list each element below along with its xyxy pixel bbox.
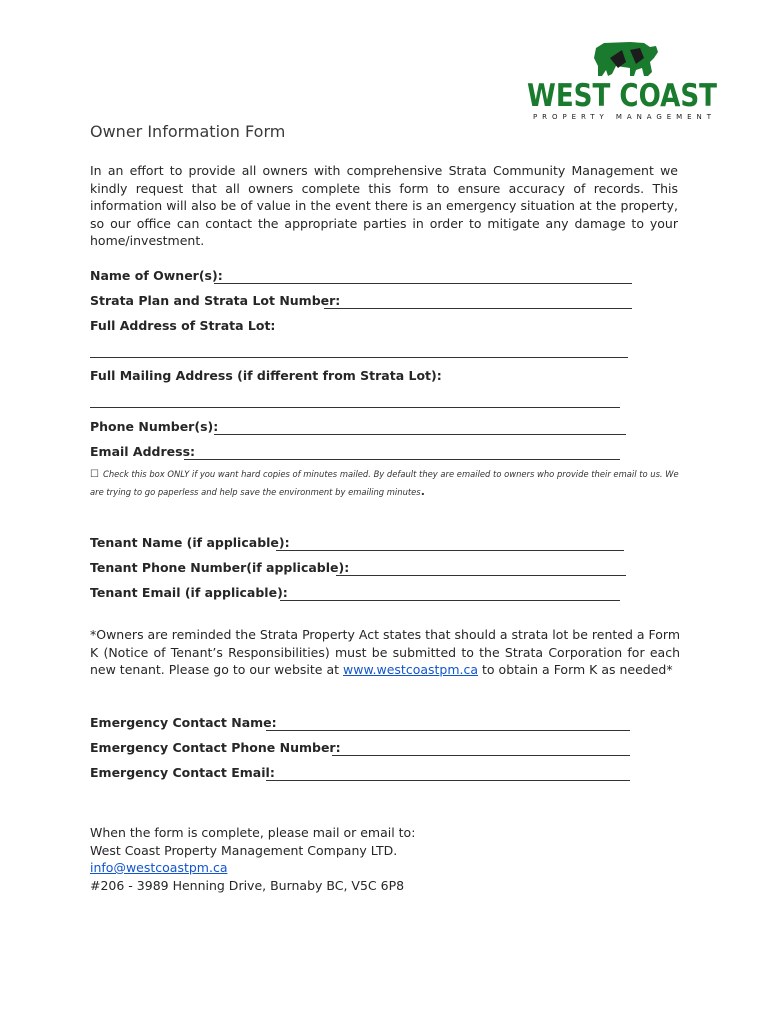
mailing-address: #206 - 3989 Henning Drive, Burnaby BC, V5C 6P8 xyxy=(90,877,405,893)
closing-instruction: When the form is complete, please mail or email to: xyxy=(90,825,416,840)
form-title: Owner Information Form xyxy=(90,122,286,141)
tenant-email-label: Tenant Email (if applicable): xyxy=(90,585,288,600)
form-k-reminder xyxy=(90,626,680,679)
website-link[interactable]: www.westcoastpm.ca xyxy=(343,662,479,677)
logo-tagline: PROPERTY MANAGEMENT xyxy=(533,113,711,121)
intro-paragraph: In an effort to provide all owners with comprehensive Strata Community Management we kindly request that all owners complete this form to ensure accuracy of records. This information will also be of value in the event there is an emergency situation at the property, so our office can contact the appropriate parties in order to mitigate any damage to your home/investment. xyxy=(90,163,678,249)
tenant-phone-label: Tenant Phone Number(if applicable): xyxy=(90,560,350,575)
address-line[interactable] xyxy=(90,357,628,358)
emergency-phone-label: Emergency Contact Phone Number: xyxy=(90,740,341,755)
reminder-text-after: to obtain a Form K as needed* xyxy=(478,662,673,677)
closing-block xyxy=(90,824,415,894)
emergency-phone-line[interactable] xyxy=(332,755,630,756)
emergency-name-label: Emergency Contact Name: xyxy=(90,715,277,730)
tenant-name-line[interactable] xyxy=(276,550,624,551)
emergency-name-line[interactable] xyxy=(266,730,630,731)
tenant-name-label: Tenant Name (if applicable): xyxy=(90,535,290,550)
checkbox-note-text: Check this box ONLY if you want hard copies of minutes mailed. By default they are emailed to owners who provide their email to us. We are trying to go paperless and help save the environment by emailing minutes xyxy=(90,469,679,497)
mailing-address-line[interactable] xyxy=(90,407,620,408)
mailing-address-label: Full Mailing Address (if different from Strata Lot): xyxy=(90,368,442,383)
emergency-email-line[interactable] xyxy=(266,780,630,781)
bear-icon xyxy=(594,42,658,76)
owner-name-line[interactable] xyxy=(214,283,632,284)
mail-minutes-checkbox[interactable]: ☐ xyxy=(90,469,99,480)
strata-plan-label: Strata Plan and Strata Lot Number: xyxy=(90,293,341,308)
contact-email-link[interactable]: info@westcoastpm.ca xyxy=(90,860,228,875)
logo-brand: WEST COAST xyxy=(527,78,717,114)
emergency-email-label: Emergency Contact Email: xyxy=(90,765,275,780)
tenant-phone-line[interactable] xyxy=(336,575,626,576)
company-logo xyxy=(526,40,718,122)
email-line[interactable] xyxy=(184,459,620,460)
reminder-text-before: *Owners are reminded the Strata Property Act states that should a strata lot be rented a Form K (Notice of Tenant’s Responsibilities) must be submitted to the Strata Corporation for each new tenant. Please go to our website at xyxy=(90,627,680,677)
mail-minutes-checkbox-note xyxy=(90,466,690,501)
tenant-email-line[interactable] xyxy=(280,600,620,601)
phone-line[interactable] xyxy=(214,434,626,435)
checkbox-note-end: . xyxy=(420,485,425,498)
phone-label: Phone Number(s): xyxy=(90,419,219,434)
address-label: Full Address of Strata Lot: xyxy=(90,318,276,333)
company-name: West Coast Property Management Company LTD. xyxy=(90,842,398,858)
owner-name-label: Name of Owner(s): xyxy=(90,268,223,283)
email-label: Email Address: xyxy=(90,444,196,459)
strata-plan-line[interactable] xyxy=(324,308,632,309)
